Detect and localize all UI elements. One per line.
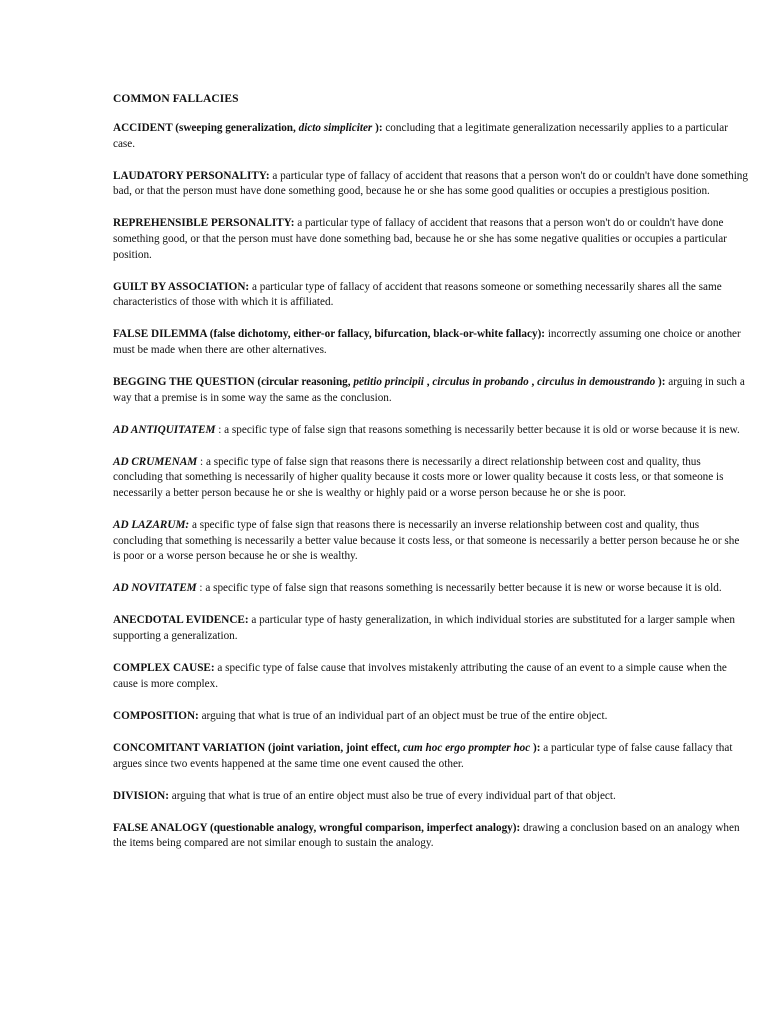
fallacy-entry-ad-lazarum	[113, 518, 748, 565]
document-title: COMMON FALLACIES	[113, 93, 239, 105]
fallacy-term: LAUDATORY PERSONALITY:	[113, 169, 270, 182]
fallacy-definition: a particular type of hasty generalization, in which individual stories are substituted for a larger sample when supporting a generalization.	[113, 614, 735, 643]
fallacy-term: AD NOVITATEM	[113, 582, 197, 595]
fallacy-entry-division	[113, 789, 748, 805]
fallacy-entry-false-dilemma	[113, 327, 748, 358]
fallacy-definition: arguing in such a way that a premise is in some way the same as the conclusion.	[113, 376, 745, 404]
fallacy-definition: : a specific type of false sign that reasons there is necessarily a direct relationship between cost and quality, thus concluding that something is necessarily of higher quality because it costs more or lower quality because it costs less, or that someone is necessarily a better person because he or she is wealthy or highly paid or a worse person because he or she is poor.	[113, 455, 724, 499]
fallacy-term: ANECDOTAL EVIDENCE:	[113, 614, 249, 627]
fallacy-definition: a particular type of fallacy of accident that reasons that a person won't do or couldn't have done something good, or that the person must have done something bad, because he or she has some negative qualities or occupies a particular position.	[113, 217, 727, 261]
fallacy-entry-ad-novitatem	[113, 581, 748, 597]
fallacy-definition: concluding that a legitimate generalization necessarily applies to a particular case.	[113, 122, 728, 150]
fallacy-entry-ad-antiquitatem	[113, 423, 748, 439]
fallacy-term: AD CRUMENAM	[113, 455, 198, 468]
fallacy-term: AD LAZARUM:	[113, 519, 190, 532]
fallacy-definition: drawing a conclusion based on an analogy when the items being compared are not similar enough to sustain the analogy.	[113, 821, 740, 850]
fallacy-definition: a particular type of false cause fallacy that argues since two events happened at the same time one event caused the other.	[113, 741, 733, 770]
fallacy-definition: incorrectly assuming one choice or another must be made when there are other alternatives.	[113, 328, 741, 356]
fallacy-term: REPREHENSIBLE PERSONALITY:	[113, 217, 295, 230]
fallacy-entry-accident	[113, 121, 748, 152]
fallacy-definition: a particular type of fallacy of accident that reasons someone or something necessarily shares all the same characteristics of those with which it is affiliated.	[113, 280, 722, 309]
fallacy-term: COMPOSITION:	[113, 709, 199, 722]
fallacy-entry-false-analogy	[113, 821, 748, 852]
fallacy-definition: a specific type of false sign that reasons there is necessarily an inverse relationship between cost and quality, thus concluding that something is necessarily a better value because it costs less, or that someone is necessarily a better person because he or she is poor or a worse person because he or she is wealthy.	[113, 519, 740, 563]
fallacy-entry-ad-crumenam	[113, 455, 748, 502]
fallacy-term: DIVISION:	[113, 789, 169, 802]
fallacy-definition: a specific type of false cause that involves mistakenly attributing the cause of an event to a simple cause when the cause is more complex.	[113, 662, 727, 690]
fallacy-definition: arguing that what is true of an entire object must also be true of every individual part of that object.	[168, 789, 616, 802]
fallacy-entry-laudatory-personality	[113, 169, 748, 200]
fallacy-definition: : a specific type of false sign that reasons something is necessarily better because it is new or worse because it is old.	[196, 582, 722, 595]
fallacy-term: ACCIDENT (sweeping generalization, dicto simpliciter ):	[113, 122, 383, 134]
fallacy-term: GUILT BY ASSOCIATION:	[113, 280, 250, 293]
fallacy-term: BEGGING THE QUESTION (circular reasoning, petitio principii , circulus in probando , circulus in demoustrando ):	[113, 376, 666, 389]
fallacy-entry-concomitant-variation	[113, 741, 748, 772]
fallacy-entry-complex-cause	[113, 661, 748, 692]
fallacy-entry-reprehensible-personality	[113, 216, 748, 263]
document-page	[113, 92, 748, 868]
fallacy-term: CONCOMITANT VARIATION (joint variation, joint effect, cum hoc ergo prompter hoc ):	[113, 741, 541, 754]
fallacy-entry-guilt-by-association	[113, 280, 748, 311]
fallacy-entry-begging-the-question	[113, 375, 748, 406]
fallacy-term: FALSE ANALOGY (questionable analogy, wrongful comparison, imperfect analogy):	[113, 821, 521, 834]
fallacy-entry-anecdotal-evidence	[113, 613, 748, 644]
fallacy-term: FALSE DILEMMA (false dichotomy, either-or fallacy, bifurcation, black-or-white fallacy):	[113, 328, 546, 341]
fallacy-definition: a particular type of fallacy of accident that reasons that a person won't do or couldn't have done something bad, or that the person must have done something good, because he or she has some good qualities or occupies a prestigious position.	[113, 169, 748, 198]
fallacy-term: AD ANTIQUITATEM	[113, 423, 216, 436]
fallacy-definition: : a specific type of false sign that reasons something is necessarily better because it is old or worse because it is new.	[215, 423, 740, 436]
fallacy-definition: arguing that what is true of an individual part of an object must be true of the entire object.	[198, 709, 608, 722]
fallacy-term: COMPLEX CAUSE:	[113, 662, 215, 675]
fallacy-entry-composition	[113, 709, 748, 725]
